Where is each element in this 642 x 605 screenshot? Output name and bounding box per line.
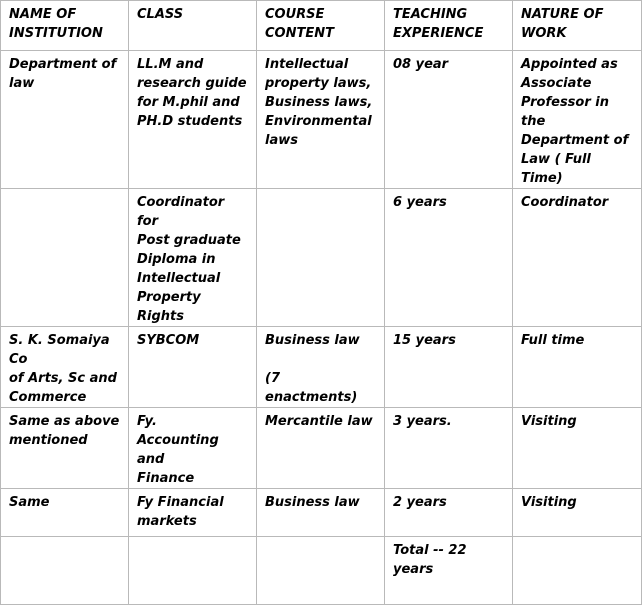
header-teaching-experience: TEACHING EXPERIENCE — [385, 1, 513, 51]
cell-teaching-experience: 08 year — [385, 51, 513, 189]
cell-teaching-experience: 3 years. — [385, 408, 513, 489]
header-nature-of-work: NATURE OF WORK — [513, 1, 642, 51]
cell-institution: S. K. Somaiya Co of Arts, Sc and Commerce — [1, 327, 129, 408]
header-institution: NAME OF INSTITUTION — [1, 1, 129, 51]
cell-class: Fy. Accounting and Finance — [129, 408, 257, 489]
cell-course-content — [257, 189, 385, 327]
cell-course-content — [257, 537, 385, 605]
cell-teaching-experience: 2 years — [385, 489, 513, 537]
cell-class: Coordinator for Post graduate Diploma in Intellectual Property Rights — [129, 189, 257, 327]
cell-class: Fy Financial markets — [129, 489, 257, 537]
table-header-row — [1, 1, 642, 51]
cell-course-content: Intellectual property laws, Business laws, Environmental laws — [257, 51, 385, 189]
table-row — [1, 537, 642, 605]
cell-institution: Same — [1, 489, 129, 537]
cell-class: SYBCOM — [129, 327, 257, 408]
cell-teaching-experience: 15 years — [385, 327, 513, 408]
cell-institution: Department of law — [1, 51, 129, 189]
cell-teaching-experience: 6 years — [385, 189, 513, 327]
cell-class — [129, 537, 257, 605]
cell-course-content: Mercantile law — [257, 408, 385, 489]
table-row — [1, 51, 642, 189]
cell-course-content: Business law (7 enactments) — [257, 327, 385, 408]
cell-total-experience: Total -- 22 years — [385, 537, 513, 605]
cell-nature-of-work: Visiting — [513, 489, 642, 537]
table-row — [1, 327, 642, 408]
cell-nature-of-work: Appointed as Associate Professor in the Department of Law ( Full Time) — [513, 51, 642, 189]
cell-nature-of-work: Visiting — [513, 408, 642, 489]
table-row — [1, 489, 642, 537]
header-course-content: COURSE CONTENT — [257, 1, 385, 51]
cell-institution — [1, 189, 129, 327]
table-row — [1, 408, 642, 489]
cell-class: LL.M and research guide for M.phil and PH.D students — [129, 51, 257, 189]
cell-institution — [1, 537, 129, 605]
cell-institution: Same as above mentioned — [1, 408, 129, 489]
cell-nature-of-work: Coordinator — [513, 189, 642, 327]
cell-nature-of-work: Full time — [513, 327, 642, 408]
header-class: CLASS — [129, 1, 257, 51]
table-row — [1, 189, 642, 327]
cell-course-content: Business law — [257, 489, 385, 537]
cell-nature-of-work — [513, 537, 642, 605]
